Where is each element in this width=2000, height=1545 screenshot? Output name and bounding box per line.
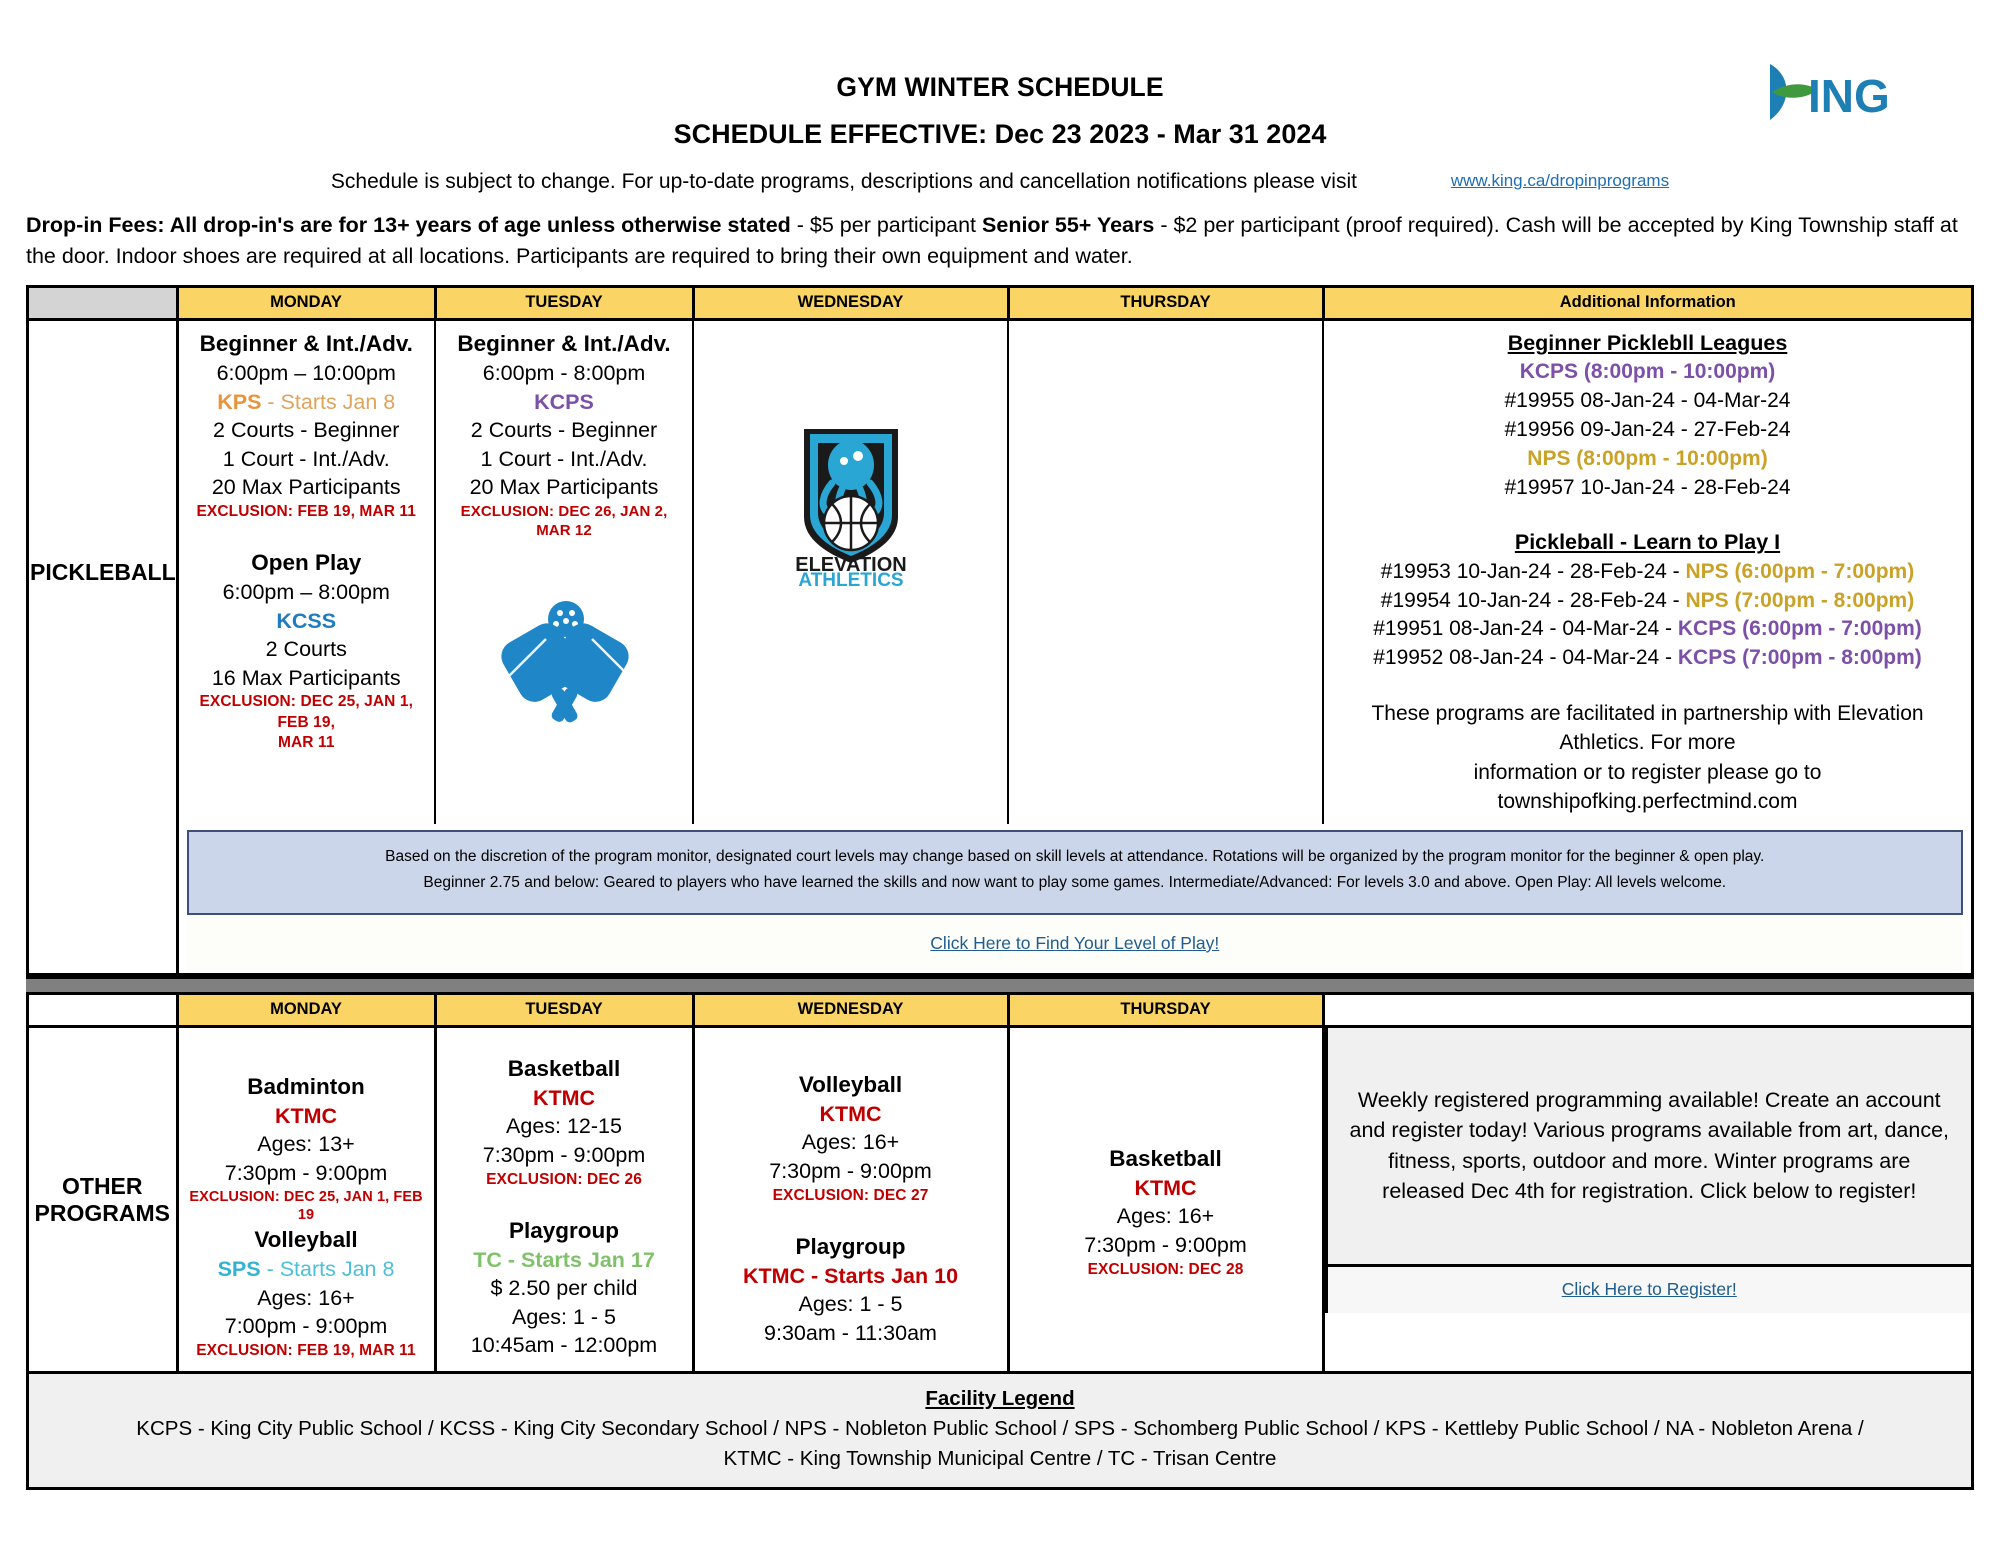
- register-link-band: [1325, 1264, 1972, 1313]
- pb-tue-b1-exclusion: EXCLUSION: DEC 26, JAN 2, MAR 12: [460, 502, 668, 540]
- learn-entry-venue: KCPS (6:00pm - 7:00pm): [1677, 617, 1922, 641]
- spacer: [185, 522, 429, 548]
- pickleball-additional-info-cell: [1323, 320, 1971, 825]
- king-logo: [1762, 56, 1942, 130]
- elevation-athletics-logo: [776, 421, 926, 589]
- league-venue-kcps: KCPS (8:00pm - 10:00pm): [1519, 360, 1776, 384]
- op-column-header-tuesday: TUESDAY: [435, 995, 693, 1027]
- pb-tue-b1-title: Beginner & Int./Adv.: [457, 331, 671, 357]
- learn-entry-code: #19951 08-Jan-24 - 04-Mar-24 -: [1373, 617, 1678, 641]
- op-thu-b1-title: Basketball: [1109, 1145, 1222, 1171]
- learn-to-play-title: Pickleball - Learn to Play I: [1514, 530, 1781, 555]
- fees-label-senior: Senior 55+ Years: [982, 213, 1155, 237]
- fees-label-primary: Drop-in Fees: All drop-in's are for 13+ years of age unless otherwise stated: [26, 213, 791, 237]
- op-wed-b2-facility: KTMC - Starts Jan 10: [742, 1263, 959, 1288]
- op-mon-b2-facility-note: - Starts Jan 8: [260, 1257, 395, 1282]
- pickleball-table: [29, 288, 1971, 973]
- op-mon-b2-facility: SPS: [217, 1257, 261, 1282]
- corner-cell: [29, 288, 177, 320]
- fees-amount-senior: - $2 per participant (proof required). Cash will be accepted by King Township staff at the door. Indoor shoes are required at all locations. Participants are required to bring their own equipment and water.: [26, 213, 1958, 268]
- op-wed-b1-time: 7:30pm - 9:00pm: [769, 1159, 932, 1183]
- other-tuesday-cell: [435, 1026, 693, 1371]
- row-label-other-line2: PROGRAMS: [34, 1199, 170, 1226]
- learn-entry: [1336, 587, 1959, 616]
- learn-entry-venue: KCPS (7:00pm - 8:00pm): [1677, 646, 1922, 670]
- op-tue-b1-time: 7:30pm - 9:00pm: [482, 1143, 646, 1167]
- op-tue-b2-time: 10:45am - 12:00pm: [470, 1333, 658, 1358]
- registration-panel-cell: [1323, 1026, 1971, 1371]
- drop-in-fees: [26, 210, 1974, 271]
- registration-info-text: Weekly registered programming available! Create an account and register today! Various programs available from art, dance, fitness, sports, outdoor and more. Winter programs are released Dec 4th for registration. Click below to register!: [1325, 1028, 1972, 1264]
- league-entry: #19955 08-Jan-24 - 04-Mar-24: [1504, 389, 1791, 413]
- op-tue-b2-price: $ 2.50 per child: [490, 1276, 638, 1301]
- pb-mon-b2-exclusion-line1: EXCLUSION: DEC 25, JAN 1, FEB 19,: [199, 693, 414, 731]
- facility-legend: [29, 1371, 1971, 1487]
- note-row-cell: [177, 824, 1971, 973]
- other-wednesday-cell: [693, 1026, 1008, 1371]
- op-mon-b1-ages: Ages: 13+: [257, 1132, 355, 1157]
- op-wed-b1-ages: Ages: 16+: [801, 1130, 900, 1155]
- other-programs-block: [26, 995, 1974, 1490]
- op-thu-b1-time: 7:30pm - 9:00pm: [1084, 1233, 1247, 1257]
- leagues-title: Beginner Picklebll Leagues: [1507, 331, 1788, 356]
- learn-entry-code: #19952 08-Jan-24 - 04-Mar-24 -: [1373, 646, 1678, 670]
- column-header-thursday: THURSDAY: [1008, 288, 1323, 320]
- op-mon-b1-title: Badminton: [247, 1073, 365, 1099]
- op-tue-b1-ages: Ages: 12-15: [506, 1114, 622, 1139]
- pickleball-header-row: [29, 288, 1971, 320]
- subject-to-change-line: [26, 170, 1974, 194]
- pb-mon-b1-title: Beginner & Int./Adv.: [199, 331, 413, 357]
- op-thu-b1-ages: Ages: 16+: [1116, 1204, 1215, 1229]
- league-venue-nps: NPS (8:00pm - 10:00pm): [1527, 446, 1768, 470]
- row-label-other-line1: OTHER: [62, 1172, 143, 1199]
- pb-tue-b1-courts1: 2 Courts - Beginner: [470, 418, 658, 443]
- op-wed-b1-facility: KTMC: [819, 1101, 882, 1126]
- spacer: [1336, 502, 1959, 528]
- learn-entry: [1336, 615, 1959, 644]
- op-wed-b2-title: Playgroup: [795, 1233, 906, 1259]
- op-tue-b2-facility: TC - Starts Jan 17: [473, 1247, 655, 1272]
- op-mon-b2-ages: Ages: 16+: [257, 1285, 355, 1310]
- column-header-additional-info: Additional Information: [1323, 288, 1971, 320]
- spacer: [1336, 673, 1959, 699]
- note-row-spacer: [29, 824, 177, 973]
- league-entry: #19957 10-Jan-24 - 28-Feb-24: [1504, 475, 1791, 499]
- pb-tue-b1-time: 6:00pm - 8:00pm: [482, 360, 646, 385]
- corner-cell-other: [29, 995, 177, 1027]
- pb-mon-b1-max: 20 Max Participants: [211, 475, 401, 500]
- pickleball-thursday-cell: [1008, 320, 1323, 825]
- other-monday-cell: [177, 1026, 435, 1371]
- op-header-blank: [1323, 995, 1971, 1027]
- pickleball-note-band: [187, 830, 1964, 915]
- op-thu-b1-exclusion: EXCLUSION: DEC 28: [1087, 1260, 1244, 1278]
- row-label-pickleball: PICKLEBALL: [29, 320, 177, 825]
- op-wed-b1-exclusion: EXCLUSION: DEC 27: [772, 1186, 929, 1204]
- facility-legend-title: Facility Legend: [925, 1387, 1075, 1411]
- pickleball-monday-cell: [177, 320, 435, 825]
- page-title: GYM WINTER SCHEDULE: [836, 72, 1164, 102]
- pb-mon-b1-facility: KPS: [217, 389, 262, 414]
- learn-entry: [1336, 558, 1959, 587]
- op-column-header-thursday: THURSDAY: [1008, 995, 1323, 1027]
- league-entry: #19956 09-Jan-24 - 27-Feb-24: [1504, 418, 1791, 442]
- op-wed-b2-ages: Ages: 1 - 5: [798, 1292, 903, 1317]
- pb-mon-b2-exclusion-line2: MAR 11: [277, 733, 335, 751]
- learn-entry-code: #19954 10-Jan-24 - 28-Feb-24 -: [1380, 588, 1686, 612]
- pb-mon-b2-courts: 2 Courts: [265, 637, 347, 662]
- elevation-logo-line2: ATHLETICS: [797, 570, 904, 590]
- pb-mon-b1-facility-note: - Starts Jan 8: [261, 389, 396, 414]
- op-mon-b2-title: Volleyball: [254, 1227, 358, 1253]
- op-tue-b1-title: Basketball: [507, 1055, 621, 1081]
- facility-legend-line2: KTMC - King Township Municipal Centre / TC - Trisan Centre: [723, 1446, 1277, 1470]
- pb-tue-b1-courts2: 1 Court - Int./Adv.: [480, 446, 648, 471]
- learn-entry-code: #19953 10-Jan-24 - 28-Feb-24 -: [1380, 559, 1686, 583]
- op-tue-b1-exclusion: EXCLUSION: DEC 26: [486, 1170, 642, 1188]
- op-mon-b1-time: 7:30pm - 9:00pm: [224, 1161, 388, 1185]
- other-programs-header-row: [29, 995, 1971, 1027]
- register-link[interactable]: Click Here to Register!: [1561, 1278, 1737, 1299]
- facility-legend-row: [29, 1371, 1971, 1487]
- learn-entry: [1336, 644, 1959, 673]
- learn-entry-venue: NPS (7:00pm - 8:00pm): [1685, 588, 1915, 612]
- column-header-wednesday: WEDNESDAY: [693, 288, 1008, 320]
- pb-mon-b1-courts1: 2 Courts - Beginner: [213, 418, 400, 443]
- pb-mon-b2-title: Open Play: [251, 550, 362, 576]
- pb-mon-b1-courts2: 1 Court - Int./Adv.: [222, 446, 390, 471]
- op-wed-b1-title: Volleyball: [798, 1071, 903, 1097]
- pickleball-note-line1: Based on the discretion of the program monitor, designated court levels may change based on skill levels at attendance. Rotations will be organized by the program monitor for the beginner & open play.: [385, 848, 1765, 866]
- op-thu-b1-facility: KTMC: [1134, 1175, 1197, 1200]
- pickleball-content-row: [29, 320, 1971, 825]
- other-programs-content-row: [29, 1026, 1971, 1371]
- effective-dates: SCHEDULE EFFECTIVE: Dec 23 2023 - Mar 31 2024: [673, 119, 1327, 149]
- learn-entry-venue: NPS (6:00pm - 7:00pm): [1685, 559, 1915, 583]
- facility-legend-cell: [29, 1371, 1971, 1487]
- partnership-text-line1: These programs are facilitated in partnership with Elevation Athletics. For more: [1371, 701, 1924, 755]
- section-divider: [26, 976, 1974, 995]
- pb-mon-b1-time: 6:00pm – 10:00pm: [216, 360, 396, 385]
- dropin-programs-link[interactable]: www.king.ca/dropinprograms: [1450, 171, 1670, 190]
- pb-mon-b2-time: 6:00pm – 8:00pm: [222, 579, 390, 604]
- pickleball-block: [26, 285, 1974, 976]
- partnership-text-line2: information or to register please go to townshipofking.perfectmind.com: [1473, 760, 1822, 813]
- row-label-other-programs: [29, 1026, 177, 1371]
- elevation-logo-line1: ELEVATION: [794, 554, 907, 577]
- fees-amount-primary: - $5 per participant: [790, 213, 983, 237]
- op-column-header-wednesday: WEDNESDAY: [693, 995, 1008, 1027]
- op-tue-b2-title: Playgroup: [508, 1217, 620, 1243]
- op-mon-b2-time: 7:00pm - 9:00pm: [224, 1314, 388, 1339]
- op-mon-b2-exclusion: EXCLUSION: FEB 19, MAR 11: [196, 1341, 416, 1359]
- op-column-header-monday: MONDAY: [177, 995, 435, 1027]
- column-header-monday: MONDAY: [177, 288, 435, 320]
- other-thursday-cell: [1008, 1026, 1323, 1371]
- op-mon-b1-exclusion: EXCLUSION: DEC 25, JAN 1, FEB 19: [189, 1188, 423, 1224]
- spacer: [443, 1190, 686, 1216]
- page-header: [26, 0, 1974, 271]
- pb-tue-b1-facility: KCPS: [534, 389, 594, 414]
- pb-mon-b2-facility: KCSS: [276, 608, 337, 633]
- column-header-tuesday: TUESDAY: [435, 288, 693, 320]
- pickleball-note-row: [29, 824, 1971, 973]
- op-wed-b2-time: 9:30am - 11:30am: [764, 1320, 937, 1345]
- spacer: [701, 1206, 1001, 1232]
- pb-mon-b1-exclusion: EXCLUSION: FEB 19, MAR 11: [196, 502, 417, 520]
- other-programs-table: [29, 995, 1971, 1487]
- find-level-of-play-link[interactable]: Click Here to Find Your Level of Play!: [930, 932, 1220, 953]
- level-of-play-band: [187, 915, 1964, 973]
- facility-legend-line1: KCPS - King City Public School / KCSS - King City Secondary School / NPS - Nobleton Public School / SPS - Schomberg Public School / KPS - Kettleby Public School / NA - Nobleton Arena /: [136, 1416, 1864, 1440]
- op-mon-b1-facility: KTMC: [274, 1103, 338, 1128]
- pb-mon-b2-max: 16 Max Participants: [211, 665, 401, 690]
- pickleball-note-line2: Beginner 2.75 and below: Geared to players who have learned the skills and now want to play some games. Intermediate/Advanced: For levels 3.0 and above. Open Play: All levels welcome.: [423, 873, 1727, 891]
- subject-to-change-text: Schedule is subject to change. For up-to-date programs, descriptions and cancellation notifications please visit: [330, 170, 1357, 193]
- pickleball-paddles-icon: [484, 593, 644, 733]
- op-tue-b2-ages: Ages: 1 - 5: [512, 1304, 616, 1329]
- pb-tue-b1-max: 20 Max Participants: [469, 475, 659, 500]
- op-tue-b1-facility: KTMC: [532, 1085, 596, 1110]
- pickleball-wednesday-cell: [693, 320, 1008, 825]
- king-logo-text: ING: [1808, 70, 1890, 122]
- pickleball-tuesday-cell: [435, 320, 693, 825]
